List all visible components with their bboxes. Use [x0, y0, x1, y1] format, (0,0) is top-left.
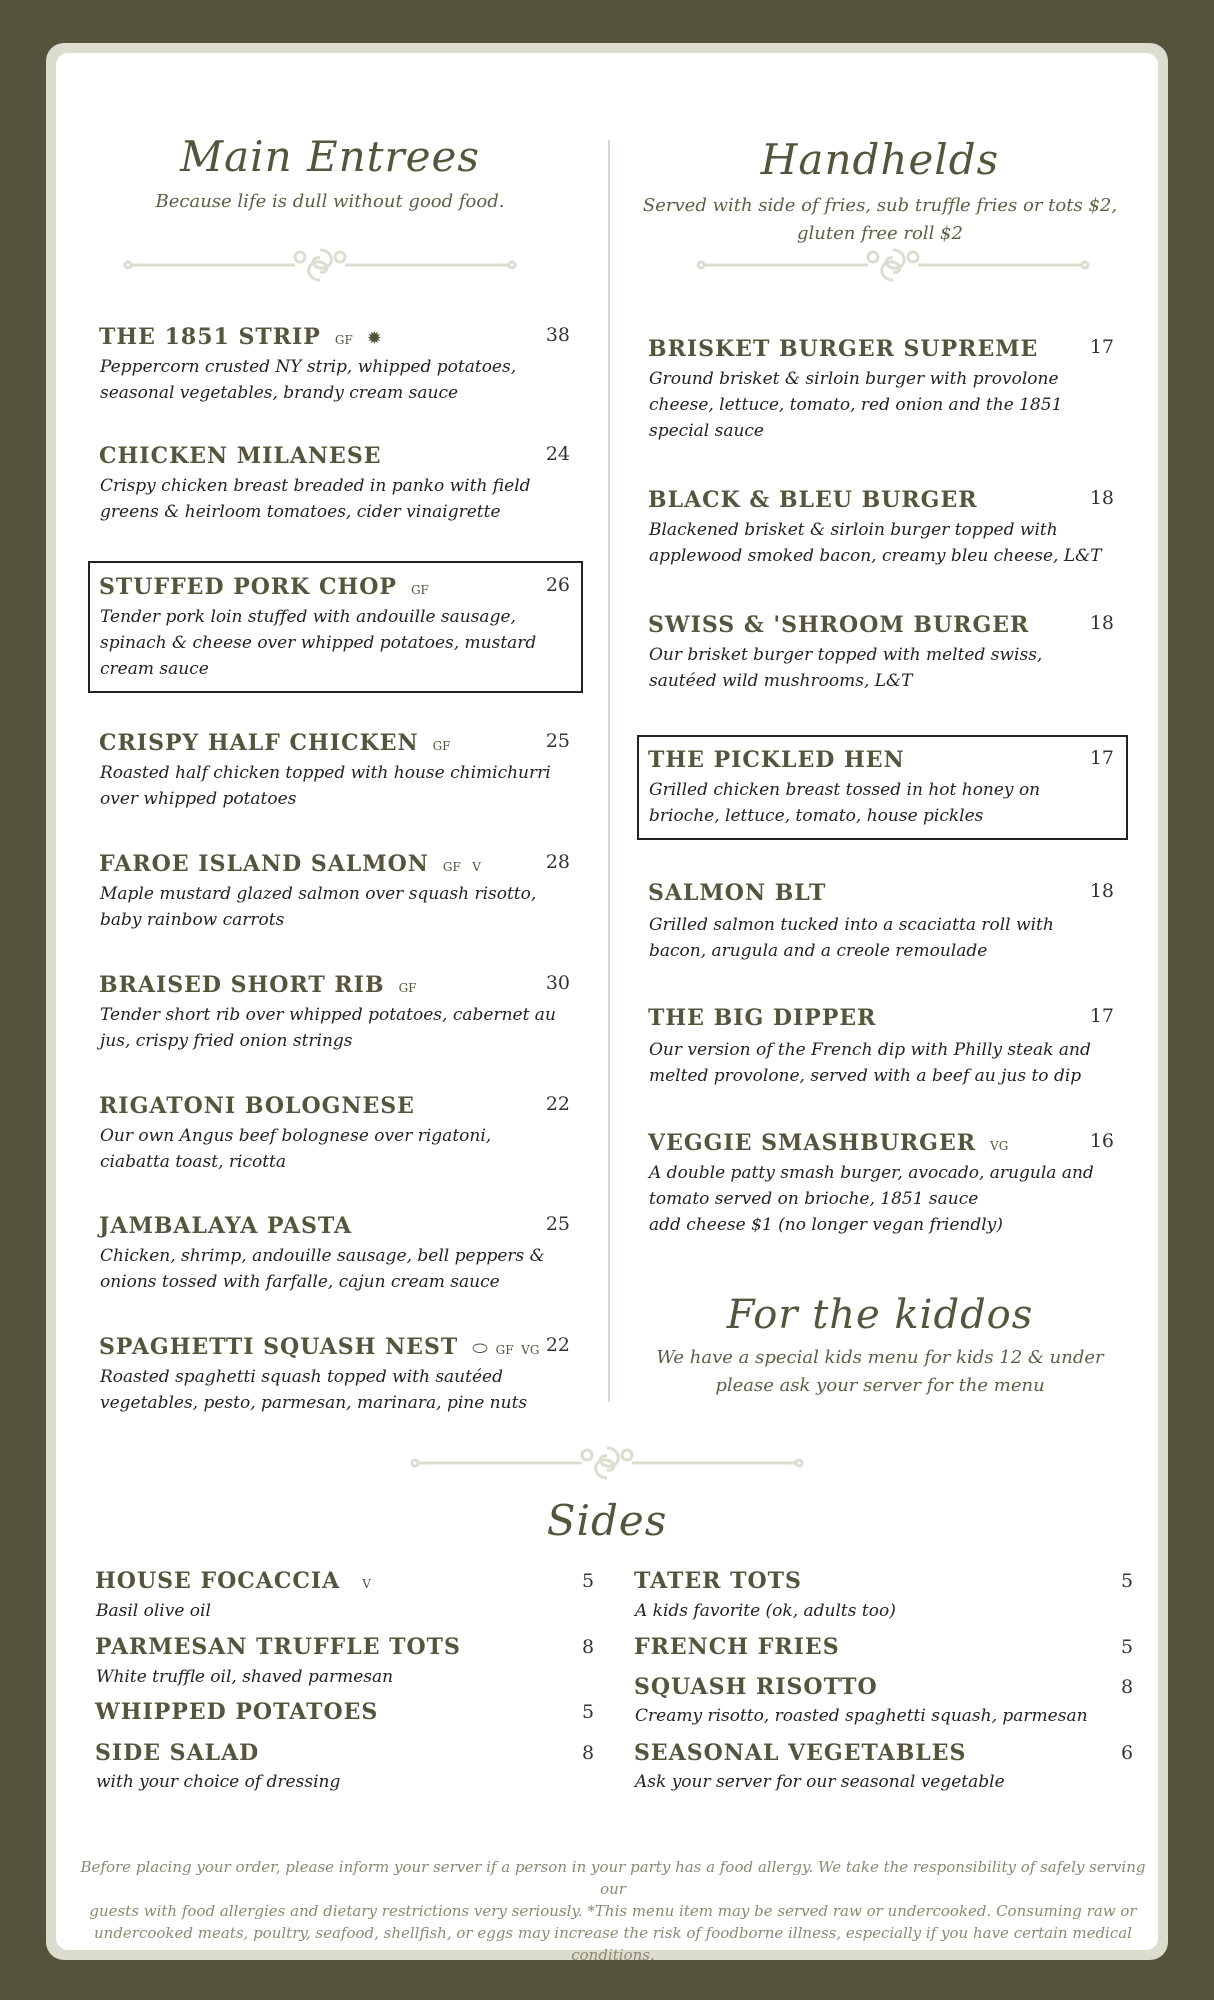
handhelds-tagline [630, 192, 1130, 248]
desc-line: Peppercorn crusted NY strip, whipped potatoes, [100, 357, 517, 377]
item-description [649, 912, 1054, 964]
item-description [100, 354, 516, 406]
side-description: Basil olive oil [96, 1601, 211, 1621]
item-description [649, 517, 1102, 569]
menu-item [648, 612, 1114, 692]
desc-line: cheese, lettuce, tomato, red onion and the 1851 [649, 395, 1063, 415]
desc-line: Our brisket burger topped with melted swiss, [649, 645, 1043, 665]
item-name: CRISPY HALF CHICKEN [99, 730, 419, 756]
item-description [100, 1243, 545, 1295]
desc-line: Chicken, shrimp, andouille sausage, bell peppers & [100, 1246, 545, 1266]
desc-line: baby rainbow carrots [100, 910, 285, 930]
desc-line: over whipped potatoes [100, 789, 297, 809]
side-price: 5 [1121, 1570, 1134, 1592]
disclaimer-line: Before placing your order, please inform your server if a person in your party has a food allergy. We take the responsibility of safely serving our [80, 1858, 1146, 1898]
side-price: 5 [1121, 1636, 1134, 1658]
side-name: PARMESAN TRUFFLE TOTS [95, 1634, 461, 1660]
item-name: CHICKEN MILANESE [99, 443, 382, 469]
desc-line: cream sauce [100, 659, 209, 679]
side-description: Ask your server for our seasonal vegetable [635, 1772, 1005, 1792]
item-price: 28 [545, 851, 570, 873]
item-description [649, 642, 1042, 694]
item-description [100, 604, 536, 682]
kids-note [640, 1344, 1120, 1400]
desc-line: Crispy chicken breast breaded in panko with field [100, 476, 531, 496]
item-description [100, 1123, 491, 1175]
flourish-divider-icon [407, 1443, 807, 1483]
item-price: 17 [1089, 747, 1114, 769]
item-name: BRAISED SHORT RIB [99, 972, 385, 998]
desc-line: Roasted spaghetti squash topped with sautéed [100, 1367, 503, 1387]
item-price: 26 [545, 574, 570, 596]
desc-line: Our version of the French dip with Philly steak and [649, 1040, 1091, 1060]
desc-line: melted provolone, served with a beef au jus to dip [649, 1066, 1082, 1086]
item-name: SALMON BLT [648, 880, 827, 906]
desc-line: Grilled salmon tucked into a scaciatta roll with [649, 915, 1054, 935]
item-price: 38 [545, 324, 570, 346]
desc-line: greens & heirloom tomatoes, cider vinaigrette [100, 502, 501, 522]
item-name: BLACK & BLEU BURGER [648, 487, 978, 513]
desc-line: tomato served on brioche, 1851 sauce [649, 1189, 979, 1209]
diet-badges: GF [410, 583, 429, 597]
menu-item [648, 1005, 1114, 1085]
item-description [649, 366, 1062, 444]
desc-line: spinach & cheese over whipped potatoes, mustard [100, 633, 537, 653]
item-price: 18 [1089, 612, 1114, 634]
side-price: 8 [582, 1636, 595, 1658]
menu-item [99, 851, 570, 931]
item-price: 16 [1089, 1130, 1114, 1152]
side-price: 6 [1121, 1742, 1134, 1764]
item-name: SWISS & 'SHROOM BURGER [648, 612, 1030, 638]
kids-note-line: We have a special kids menu for kids 12 & under [656, 1347, 1104, 1368]
item-price: 22 [545, 1334, 570, 1356]
side-name: SQUASH RISOTTO [634, 1674, 878, 1700]
menu-item [99, 1093, 570, 1173]
item-description [100, 1002, 556, 1054]
side-price: 8 [1121, 1676, 1134, 1698]
diet-badges: GF [432, 739, 451, 753]
side-name [95, 1568, 371, 1594]
item-price: 17 [1089, 336, 1114, 358]
side-description: Creamy risotto, roasted spaghetti squash, parmesan [635, 1706, 1088, 1726]
menu-item [99, 1213, 570, 1293]
side-name: TATER TOTS [634, 1568, 802, 1594]
peanut-icon: ⬭ [472, 1338, 488, 1359]
menu-item [99, 324, 570, 404]
menu-item [99, 443, 570, 523]
diet-badges: GF [334, 333, 353, 347]
menu-item [648, 747, 1114, 827]
desc-line: Tender pork loin stuffed with andouille sausage, [100, 607, 516, 627]
flourish-divider-icon [693, 245, 1093, 285]
desc-line: Blackened brisket & sirloin burger topped with [649, 520, 1058, 540]
menu-item [99, 1334, 570, 1414]
desc-line: sautéed wild mushrooms, L&T [649, 671, 913, 691]
item-description [100, 1364, 527, 1416]
disclaimer-line: conditions. [571, 1946, 655, 1964]
desc-line: Roasted half chicken topped with house chimichurri [100, 763, 551, 783]
side-name: SEASONAL VEGETABLES [634, 1740, 967, 1766]
menu-item [99, 574, 570, 684]
diet-badges: GF [398, 981, 417, 995]
allergy-disclaimer [80, 1856, 1146, 1966]
item-price: 25 [545, 1213, 570, 1235]
side-name: WHIPPED POTATOES [95, 1699, 379, 1725]
item-price: 25 [545, 730, 570, 752]
desc-line: Ground brisket & sirloin burger with provolone [649, 369, 1059, 389]
menu-item [99, 730, 570, 810]
item-name: RIGATONI BOLOGNESE [99, 1093, 415, 1119]
desc-line: ciabatta toast, ricotta [100, 1152, 286, 1172]
side-name: FRENCH FRIES [634, 1634, 840, 1660]
handhelds-tagline-line: gluten free roll $2 [797, 223, 963, 244]
menu-item [99, 972, 570, 1052]
disclaimer-line: undercooked meats, poultry, seafood, shellfish, or eggs may increase the risk of foodborne illness, especially if you have certain medical [94, 1924, 1132, 1942]
desc-line: brioche, lettuce, tomato, house pickles [649, 806, 984, 826]
side-price: 5 [582, 1701, 595, 1723]
menu-item [648, 880, 1114, 960]
diet-badges: GF VG [495, 1343, 540, 1357]
item-name: STUFFED PORK CHOP [99, 574, 397, 600]
kids-title: For the kiddos [726, 1292, 1034, 1338]
handhelds-title: Handhelds [760, 135, 1000, 184]
item-description [649, 1160, 1094, 1238]
main-entrees-tagline: Because life is dull without good food. [155, 191, 505, 212]
menu-item [648, 487, 1114, 567]
desc-line: Grilled chicken breast tossed in hot honey on [649, 780, 1041, 800]
item-name: THE PICKLED HEN [648, 747, 905, 773]
side-description: A kids favorite (ok, adults too) [635, 1601, 896, 1621]
desc-line: special sauce [649, 421, 764, 441]
diet-badges: GF V [442, 860, 481, 874]
item-price: 30 [545, 972, 570, 994]
side-price: 8 [582, 1742, 595, 1764]
item-price: 24 [545, 443, 570, 465]
column-divider [608, 140, 610, 1402]
desc-line: onions tossed with farfalle, cajun cream sauce [100, 1272, 500, 1292]
item-name: THE BIG DIPPER [648, 1005, 877, 1031]
sides-title: Sides [546, 1496, 668, 1545]
disclaimer-line: guests with food allergies and dietary restrictions very seriously. *This menu item may be served raw or undercooked. Consuming raw or [89, 1902, 1137, 1920]
handhelds-tagline-line: Served with side of fries, sub truffle fries or tots $2, [642, 195, 1118, 216]
desc-line: Tender short rib over whipped potatoes, cabernet au [100, 1005, 556, 1025]
item-description [649, 777, 1040, 829]
item-name: BRISKET BURGER SUPREME [648, 336, 1039, 362]
menu-item [648, 1130, 1114, 1240]
diet-badges: V [362, 1577, 371, 1591]
menu-item [648, 336, 1114, 446]
item-name: JAMBALAYA PASTA [99, 1213, 353, 1239]
item-description [100, 473, 531, 525]
desc-line: Our own Angus beef bolognese over rigatoni, [100, 1126, 492, 1146]
sun-icon: ✹ [366, 328, 382, 349]
item-price: 18 [1089, 880, 1114, 902]
desc-line: vegetables, pesto, parmesan, marinara, pine nuts [100, 1393, 528, 1413]
main-entrees-title: Main Entrees [180, 132, 480, 181]
item-name: FAROE ISLAND SALMON [99, 851, 429, 877]
item-price: 22 [545, 1093, 570, 1115]
side-description: with your choice of dressing [96, 1772, 341, 1792]
desc-line: add cheese $1 (no longer vegan friendly) [649, 1215, 1003, 1235]
side-description: White truffle oil, shaved parmesan [96, 1667, 394, 1687]
side-name-text: HOUSE FOCACCIA [95, 1568, 341, 1594]
item-name: THE 1851 STRIP [99, 324, 321, 350]
flourish-divider-icon [120, 245, 520, 285]
item-description [649, 1037, 1091, 1089]
desc-line: Maple mustard glazed salmon over squash risotto, [100, 884, 537, 904]
desc-line: A double patty smash burger, avocado, arugula and [649, 1163, 1094, 1183]
desc-line: bacon, arugula and a creole remoulade [649, 941, 988, 961]
item-description [100, 881, 536, 933]
side-name: SIDE SALAD [95, 1740, 260, 1766]
item-price: 18 [1089, 487, 1114, 509]
desc-line: applewood smoked bacon, creamy bleu cheese, L&T [649, 546, 1102, 566]
desc-line: seasonal vegetables, brandy cream sauce [100, 383, 459, 403]
item-name: SPAGHETTI SQUASH NEST [99, 1334, 459, 1360]
item-description [100, 760, 551, 812]
item-price: 17 [1089, 1005, 1114, 1027]
item-name: VEGGIE SMASHBURGER [648, 1130, 977, 1156]
desc-line: jus, crispy fried onion strings [100, 1031, 353, 1051]
diet-badges: VG [990, 1139, 1009, 1153]
side-price: 5 [582, 1570, 595, 1592]
kids-note-line: please ask your server for the menu [715, 1375, 1045, 1396]
